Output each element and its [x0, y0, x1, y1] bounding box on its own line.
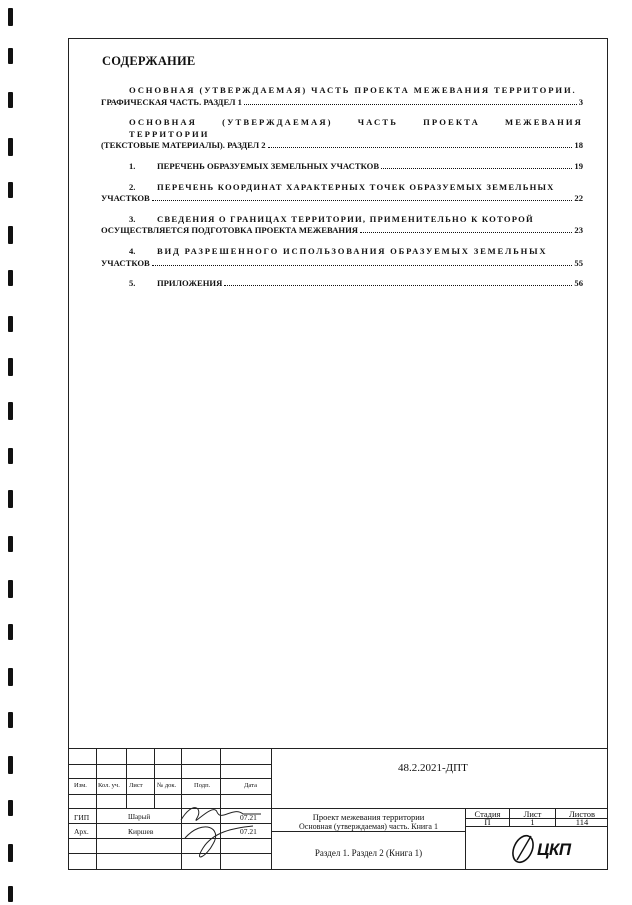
logo-text: ЦКП [537, 840, 571, 859]
col-data: Дата [244, 782, 257, 789]
divider [271, 831, 465, 832]
toc-entry-line1: ОСНОВНАЯ (УТВЕРЖДАЕМАЯ) ЧАСТЬ ПРОЕКТА МЕЖЕВАНИЯ ТЕРРИТОРИИ [129, 117, 583, 139]
leader-dots [381, 167, 572, 169]
col-kol-uch: Кол. уч. [98, 782, 120, 789]
toc-entry[interactable] [101, 278, 583, 290]
toc-page-number: 56 [574, 278, 583, 289]
sheets-value: 114 [575, 817, 589, 827]
toc-entry[interactable] [101, 182, 583, 205]
leader-dots [152, 264, 573, 266]
toc-entry-number: 2. [129, 181, 136, 192]
toc-page-number: 23 [574, 225, 583, 236]
date-arch: 07.21 [240, 827, 257, 836]
sheets-label: Листов [569, 809, 595, 819]
toc-entry[interactable] [101, 85, 583, 108]
toc-entry-line2: ОСУЩЕСТВЛЯЕТСЯ ПОДГОТОВКА ПРОЕКТА МЕЖЕВАНИЯ [101, 225, 358, 236]
date-gip: 07.21 [240, 813, 257, 822]
company-logo [503, 832, 593, 866]
project-line1: Проект межевания территории [312, 812, 425, 822]
divider [68, 764, 271, 765]
role-arch: Арх. [74, 827, 89, 836]
toc-page-number: 18 [574, 140, 583, 151]
name-gip: Шарый [128, 813, 151, 821]
role-gip: ГИП [74, 813, 90, 822]
toc-entry-line1: ВИД РАЗРЕШЕННОГО ИСПОЛЬЗОВАНИЯ ОБРАЗУЕМЫХ ЗЕМЕЛЬНЫХ [157, 245, 548, 256]
stage-label: Стадия [474, 809, 501, 819]
toc-page-number: 3 [578, 96, 583, 107]
toc-entry-line2: ПРИЛОЖЕНИЯ [157, 278, 223, 289]
toc-entry-line2: (ТЕКСТОВЫЕ МАТЕРИАЛЫ). РАЗДЕЛ 2 [101, 140, 266, 151]
col-podp: Подп. [194, 782, 211, 789]
leader-dots [360, 231, 572, 233]
toc-page-number: 22 [574, 193, 583, 204]
leader-dots [244, 103, 577, 105]
toc-entry[interactable] [101, 214, 583, 237]
section-title: Раздел 1. Раздел 2 (Книга 1) [314, 848, 423, 858]
toc-entry-number: 3. [129, 213, 136, 224]
stage-value: П [484, 817, 491, 827]
divider [68, 778, 271, 779]
col-ndok: № док. [157, 782, 177, 789]
name-arch: Киршев [128, 827, 154, 836]
document-code: 48.2.2021-ДПТ [398, 762, 468, 774]
toc-entry-line1: ПЕРЕЧЕНЬ КООРДИНАТ ХАРАКТЕРНЫХ ТОЧЕК ОБРАЗУЕМЫХ ЗЕМЕЛЬНЫХ [157, 181, 555, 192]
toc-entry-line1: ОСНОВНАЯ (УТВЕРЖДАЕМАЯ) ЧАСТЬ ПРОЕКТА МЕЖЕВАНИЯ ТЕРРИТОРИИ. [129, 85, 577, 95]
toc-entry-line2: УЧАСТКОВ [101, 193, 150, 204]
toc-entry-line2: УЧАСТКОВ [101, 257, 150, 268]
toc-entry-number: 5. [129, 278, 136, 289]
toc-page-number: 19 [574, 160, 583, 171]
binding-marks [6, 0, 16, 905]
col-izm: Изм. [74, 782, 87, 789]
toc-entry[interactable] [101, 161, 583, 173]
toc-entry[interactable] [101, 246, 583, 269]
toc-entry-line2: ПЕРЕЧЕНЬ ОБРАЗУЕМЫХ ЗЕМЕЛЬНЫХ УЧАСТКОВ [157, 160, 380, 171]
leader-dots [224, 284, 572, 286]
leader-dots [152, 199, 573, 201]
toc-page-number: 55 [574, 257, 583, 268]
toc-entry[interactable] [101, 117, 583, 152]
toc-entry-number: 4. [129, 245, 136, 256]
divider [68, 794, 271, 795]
toc-title: СОДЕРЖАНИЕ [102, 54, 196, 68]
toc-entry-number: 1. [129, 160, 136, 171]
sheet-value: 1 [530, 817, 535, 827]
col-list: Лист [129, 782, 143, 789]
leader-dots [268, 146, 573, 148]
table-of-contents [101, 85, 583, 299]
signature-gip [173, 798, 263, 866]
toc-entry-line2: ГРАФИЧЕСКАЯ ЧАСТЬ. РАЗДЕЛ 1 [101, 96, 242, 107]
title-block [68, 748, 608, 870]
project-line2: Основная (утверждаемая) часть. Книга 1 [299, 822, 438, 831]
divider [68, 748, 608, 749]
sheet-label: Лист [523, 809, 542, 819]
toc-entry-line1: СВЕДЕНИЯ О ГРАНИЦАХ ТЕРРИТОРИИ, ПРИМЕНИТЕЛЬНО К КОТОРОЙ [157, 213, 534, 224]
divider [96, 748, 97, 870]
